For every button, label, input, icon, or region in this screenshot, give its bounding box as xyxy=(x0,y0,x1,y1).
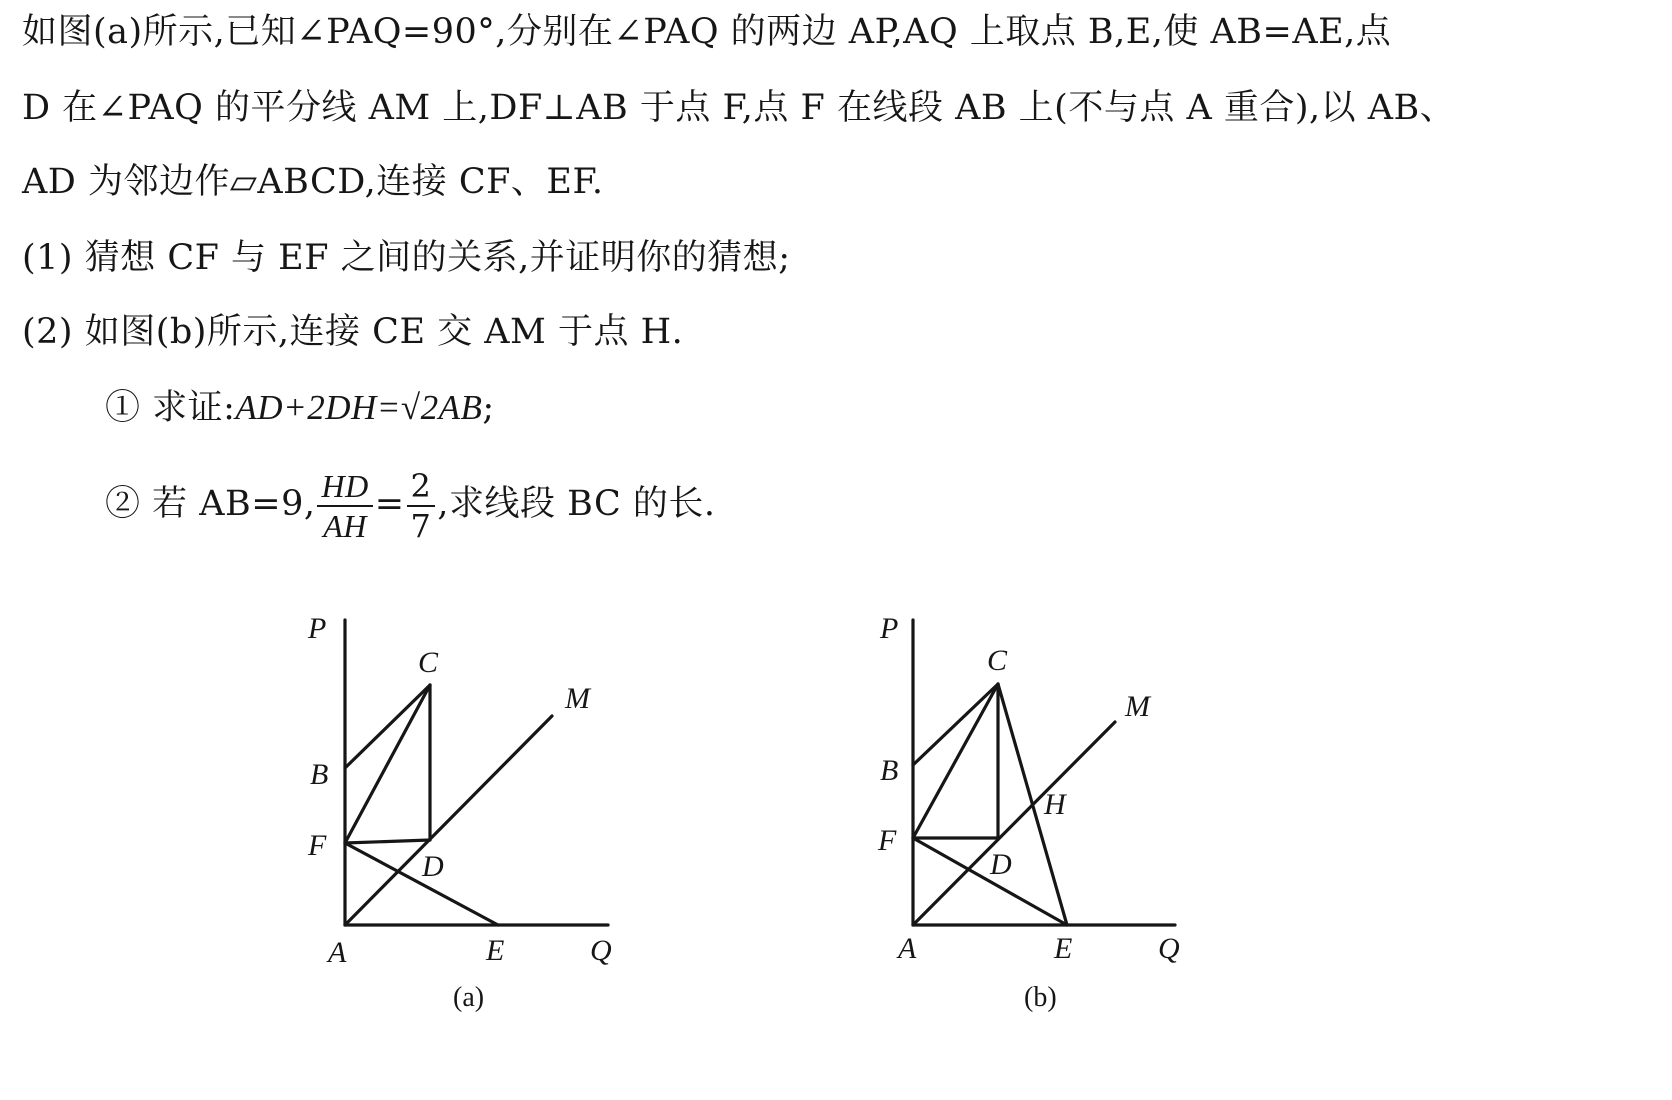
fraction-numerator: HD xyxy=(317,467,372,507)
caption-b: (b) xyxy=(1024,982,1057,1013)
label-b: B xyxy=(880,754,899,787)
caption-a: (a) xyxy=(453,982,485,1013)
label-q: Q xyxy=(1158,932,1180,965)
problem-statement-line-3: AD 为邻边作▱ABCD,连接 CF、EF. xyxy=(22,162,604,202)
fraction-numerator: 2 xyxy=(407,467,436,507)
figure-b xyxy=(870,600,1210,1080)
segment-cf xyxy=(913,684,998,838)
fraction-denominator: AH xyxy=(323,507,367,544)
label-m: M xyxy=(565,682,590,715)
segment-bc xyxy=(345,685,430,768)
label-b: B xyxy=(310,758,329,791)
label-p: P xyxy=(308,612,327,645)
question-1: (1) 猜想 CF 与 EF 之间的关系,并证明你的猜想; xyxy=(22,238,791,278)
q2a-suffix: ; xyxy=(482,388,495,428)
label-m: M xyxy=(1125,690,1150,723)
label-c: C xyxy=(987,644,1008,677)
bisector-am xyxy=(345,716,552,925)
equals-sign: = xyxy=(374,484,405,524)
q2a-prefix: ① 求证: xyxy=(105,388,236,428)
label-f: F xyxy=(308,829,327,862)
label-c: C xyxy=(418,646,439,679)
segment-cf xyxy=(345,685,430,843)
label-f: F xyxy=(878,824,897,857)
fraction-2-7 xyxy=(407,467,436,545)
label-a: A xyxy=(898,932,917,965)
problem-statement-line-2: D 在∠PAQ 的平分线 AM 上,DF⊥AB 于点 F,点 F 在线段 AB 上(不与点 A 重合),以 AB、 xyxy=(22,88,1456,128)
label-a: A xyxy=(328,936,347,969)
q2b-prefix: ② 若 AB=9, xyxy=(105,484,316,524)
problem-statement-line-1: 如图(a)所示,已知∠PAQ=90°,分别在∠PAQ 的两边 AP,AQ 上取点 B,E,使 AB=AE,点 xyxy=(22,12,1392,52)
label-h: H xyxy=(1044,788,1066,821)
segment-bc xyxy=(913,684,998,765)
q2b-suffix: ,求线段 BC 的长. xyxy=(437,484,716,524)
segment-fd xyxy=(345,840,430,843)
label-p: P xyxy=(880,612,899,645)
label-q: Q xyxy=(590,934,612,967)
question-2-part-1 xyxy=(105,386,495,430)
q2a-expression: AD+2DH=√2AB xyxy=(235,388,483,427)
label-e: E xyxy=(1054,932,1073,965)
figure-a xyxy=(300,600,680,1080)
question-2-part-2 xyxy=(105,464,716,545)
fraction-denominator: 7 xyxy=(410,506,432,545)
label-e: E xyxy=(486,934,505,967)
label-d: D xyxy=(422,850,444,883)
fraction-hd-ah xyxy=(317,467,372,545)
label-d: D xyxy=(990,848,1012,881)
question-2: (2) 如图(b)所示,连接 CE 交 AM 于点 H. xyxy=(22,312,684,352)
